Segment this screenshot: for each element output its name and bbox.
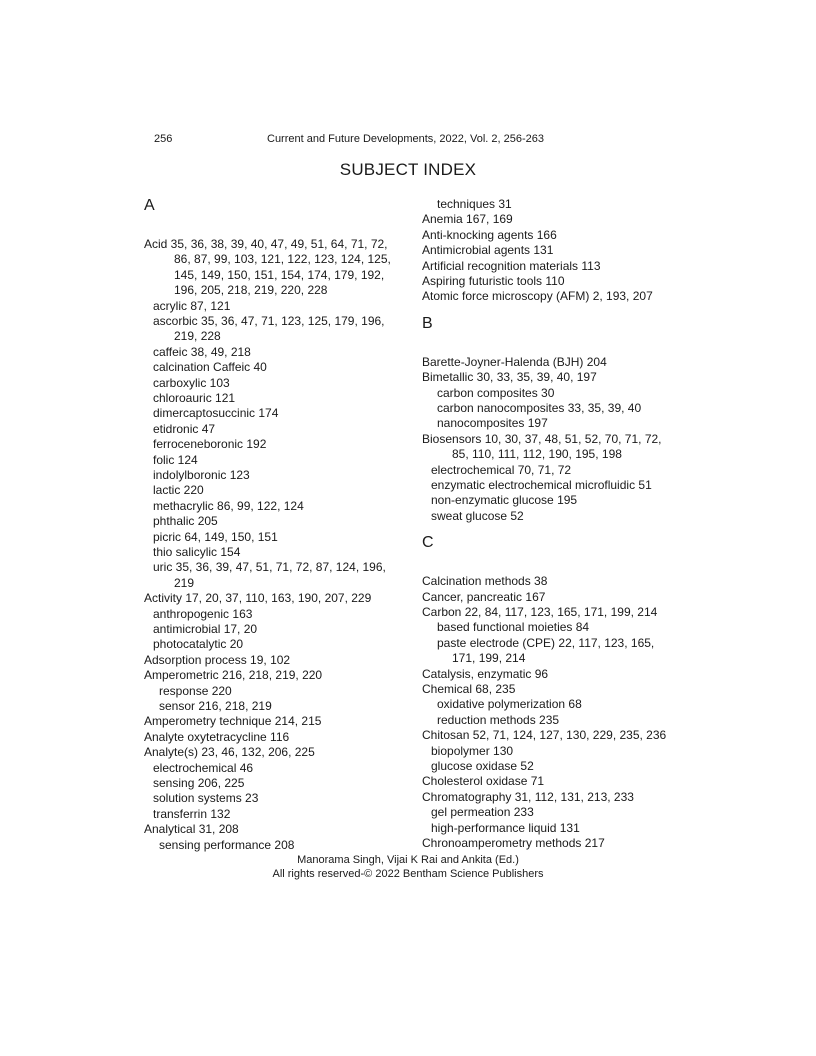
page-number: 256 [154, 133, 173, 145]
index-subentry: ferroceneboronic 192 [153, 437, 267, 452]
section-letter: A [144, 197, 155, 214]
index-subentry: phthalic 205 [153, 514, 218, 529]
index-subentry: electrochemical 46 [153, 760, 254, 775]
index-entry: Barette-Joyner-Halenda (BJH) 204 [422, 354, 607, 369]
index-subentry: based functional moieties 84 [437, 620, 590, 635]
index-subentry: sensing performance 208 [159, 837, 295, 852]
index-entry: Adsorption process 19, 102 [144, 652, 291, 667]
index-subentry: methacrylic 86, 99, 122, 124 [153, 498, 304, 513]
running-header [0, 133, 816, 149]
section-letter: B [422, 314, 433, 332]
index-entry: Chronoamperometry methods 217 [422, 836, 605, 850]
index-subentry: reduction methods 235 [437, 712, 560, 727]
index-entry: Antimicrobial agents 131 [422, 243, 554, 258]
index-subentry: photocatalytic 20 [153, 637, 244, 652]
index-subentry: caffeic 38, 49, 218 [153, 344, 251, 359]
index-subentry: 219, 228 [174, 329, 221, 344]
index-subentry: uric 35, 36, 39, 47, 51, 71, 72, 87, 124, 196, [153, 560, 386, 575]
index-subentry: sensor 216, 218, 219 [159, 699, 272, 713]
index-entry: Amperometry technique 214, 215 [144, 714, 322, 729]
journal-citation: Current and Future Developments, 2022, Vol. 2, 256-263 [267, 133, 545, 145]
index-subentry: chloroauric 121 [153, 391, 236, 405]
index-subentry: nanocomposites 197 [437, 416, 548, 431]
index-subentry: lactic 220 [153, 483, 204, 498]
index-entry: Cancer, pancreatic 167 [422, 589, 546, 604]
index-subentry: anthropogenic 163 [153, 606, 253, 621]
index-subentry: 219 [174, 575, 195, 590]
index-subentry: sweat glucose 52 [431, 508, 524, 523]
index-entry: Carbon 22, 84, 117, 123, 165, 171, 199, 214 [422, 605, 658, 619]
footer-rights: All rights reserved-© 2022 Bentham Science Publishers [272, 868, 544, 880]
index-entry: Chemical 68, 235 [422, 682, 516, 696]
index-subentry: solution systems 23 [153, 791, 259, 806]
index-entry: Artificial recognition materials 113 [422, 258, 601, 273]
index-subentry: acrylic 87, 121 [153, 298, 231, 313]
index-subentry: 86, 87, 99, 103, 121, 122, 123, 124, 125, [174, 252, 391, 267]
index-subentry: oxidative polymerization 68 [437, 697, 582, 712]
index-entry: Activity 17, 20, 37, 110, 163, 190, 207, 229 [144, 591, 372, 606]
index-subentry: non-enzymatic glucose 195 [431, 493, 578, 508]
index-entry: Analytical 31, 208 [144, 822, 239, 837]
index-subentry: carbon nanocomposites 33, 35, 39, 40 [437, 401, 642, 415]
index-subentry: carbon composites 30 [437, 385, 555, 400]
index-subentry: picric 64, 149, 150, 151 [153, 529, 278, 544]
index-subentry: electrochemical 70, 71, 72 [431, 462, 572, 477]
index-subentry: 196, 205, 218, 219, 220, 228 [174, 283, 328, 298]
index-subentry: 171, 199, 214 [452, 651, 526, 666]
index-subentry: calcination Caffeic 40 [153, 360, 267, 375]
index-entry: Biosensors 10, 30, 37, 48, 51, 52, 70, 71, 72, [422, 431, 662, 446]
section-letter: C [422, 534, 434, 552]
index-subentry: transferrin 132 [153, 806, 231, 821]
index-subentry: folic 124 [153, 452, 198, 467]
index-subentry: biopolymer 130 [431, 743, 514, 758]
index-entry: Bimetallic 30, 33, 35, 39, 40, 197 [422, 370, 597, 385]
index-subentry: paste electrode (CPE) 22, 117, 123, 165, [437, 635, 655, 650]
index-subentry: response 220 [159, 683, 232, 698]
index-entry: Anti-knocking agents 166 [422, 227, 557, 242]
index-subentry: etidronic 47 [153, 421, 216, 436]
index-entry: Amperometric 216, 218, 219, 220 [144, 668, 323, 683]
index-subentry: antimicrobial 17, 20 [153, 622, 258, 636]
index-subentry: enzymatic electrochemical microfluidic 51 [431, 478, 652, 492]
index-entry: Chitosan 52, 71, 124, 127, 130, 229, 235, 236 [422, 728, 667, 743]
index-entry: Chromatography 31, 112, 131, 213, 233 [422, 789, 634, 804]
index-entry: Analyte oxytetracycline 116 [144, 729, 290, 744]
index-subentry: dimercaptosuccinic 174 [153, 406, 279, 421]
index-subentry: 85, 110, 111, 112, 190, 195, 198 [452, 447, 622, 462]
index-subentry: indolylboronic 123 [153, 468, 250, 482]
index-subentry: ascorbic 35, 36, 47, 71, 123, 125, 179, 196, [153, 314, 385, 328]
index-subentry: sensing 206, 225 [153, 776, 245, 790]
index-entry: Aspiring futuristic tools 110 [422, 274, 565, 288]
index-entry: Cholesterol oxidase 71 [422, 774, 545, 789]
index-entry: Calcination methods 38 [422, 574, 548, 589]
index-subentry: 145, 149, 150, 151, 154, 174, 179, 192, [174, 267, 385, 282]
page-title: SUBJECT INDEX [339, 160, 477, 179]
footer-editors: Manorama Singh, Vijai K Rai and Ankita (Ed.) [297, 854, 519, 866]
index-subentry: thio salicylic 154 [153, 545, 241, 559]
index-entry: Acid 35, 36, 38, 39, 40, 47, 49, 51, 64, 71, 72, [144, 237, 388, 251]
index-entry: Catalysis, enzymatic 96 [422, 666, 549, 681]
index-subentry: carboxylic 103 [153, 375, 230, 390]
index-subentry: glucose oxidase 52 [431, 759, 534, 773]
index-entry: Atomic force microscopy (AFM) 2, 193, 207 [422, 289, 653, 304]
index-subentry: high-performance liquid 131 [431, 820, 580, 835]
index-subentry: gel permeation 233 [431, 805, 534, 820]
index-entry: Analyte(s) 23, 46, 132, 206, 225 [144, 745, 315, 760]
index-subentry: techniques 31 [437, 197, 512, 211]
index-entry: Anemia 167, 169 [422, 212, 513, 227]
